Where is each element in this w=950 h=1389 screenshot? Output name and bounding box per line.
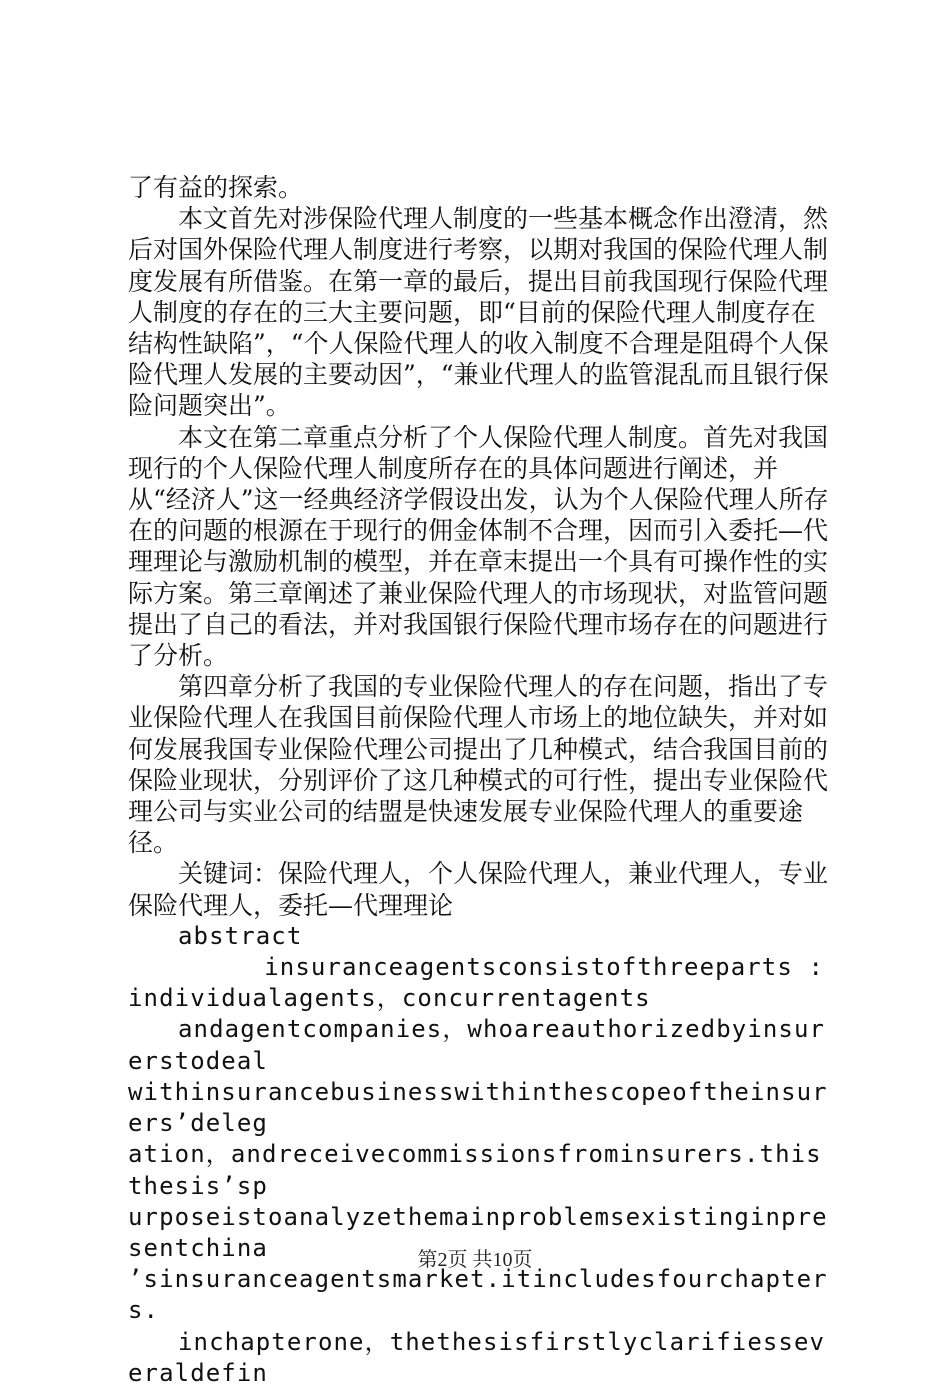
paragraph-chapter-four: 第四章分析了我国的专业保险代理人的存在问题，指出了专业保险代理人在我国目前保险代理人市场上的地位缺失，并对如何发展我国专业保险代理公司提出了几种模式，结合我国目前的保险业现状，分别评价了这几种模式的可行性，提出专业保险代理公司与实业公司的结盟是快速发展专业保险代理人的重要途径。 xyxy=(128,672,829,858)
abstract-line: inchapterone，thethesisfirstlyclarifiesseveraldefin xyxy=(128,1327,826,1387)
abstract-line: insuranceagentsconsistofthreeparts : xyxy=(264,953,824,982)
abstract-title: abstract xyxy=(178,921,303,950)
paragraph-continuation: 了有益的探索。 xyxy=(128,173,304,202)
paragraph-intro: 本文首先对涉保险代理人制度的一些基本概念作出澄清，然后对国外保险代理人制度进行考察，以期对我国的保险代理人制度发展有所借鉴。在第一章的最后，提出目前我国现行保险代理人制度的存在的三大主要问题，即“目前的保险代理人制度存在结构性缺陷”，“个人保险代理人的收入制度不合理是阻碍个人保险代理人发展的主要动因”，“兼业代理人的监管混乱而且银行保险问题突出”。 xyxy=(128,204,829,421)
abstract-line: ation，andreceivecommissionsfrominsurers.thisthesis’sp xyxy=(128,1140,822,1200)
abstract-line: ’sinsuranceagentsmarket.itincludesfourchapters. xyxy=(128,1265,828,1325)
abstract-line: andagentcompanies，whoareauthorizedbyinsurerstodeal xyxy=(128,1015,826,1075)
document-body xyxy=(128,172,834,1389)
abstract-line: urposeistoanalyzethemainproblemsexistinginpresentchina xyxy=(128,1202,828,1262)
keywords: 关键词：保险代理人，个人保险代理人，兼业代理人，专业保险代理人，委托—代理理论 xyxy=(128,859,829,920)
paragraph-chapter-two: 本文在第二章重点分析了个人保险代理人制度。首先对我国现行的个人保险代理人制度所存在的具体问题进行阐述，并从“经济人”这一经典经济学假设出发，认为个人保险代理人所存在的问题的根源在于现行的佣金体制不合理，因而引入委托—代理理论与激励机制的模型，并在章末提出一个具有可操作性的实际方案。第三章阐述了兼业保险代理人的市场现状，对监管问题提出了自己的看法，并对我国银行保险代理市场存在的问题进行了分析。 xyxy=(128,422,829,671)
abstract-line: withinsurancebusinesswithinthescopeoftheinsurers’deleg xyxy=(128,1077,828,1138)
page-number-footer: 第2页 共10页 xyxy=(417,1249,533,1271)
abstract-line: individualagents，concurrentagents xyxy=(128,984,651,1013)
